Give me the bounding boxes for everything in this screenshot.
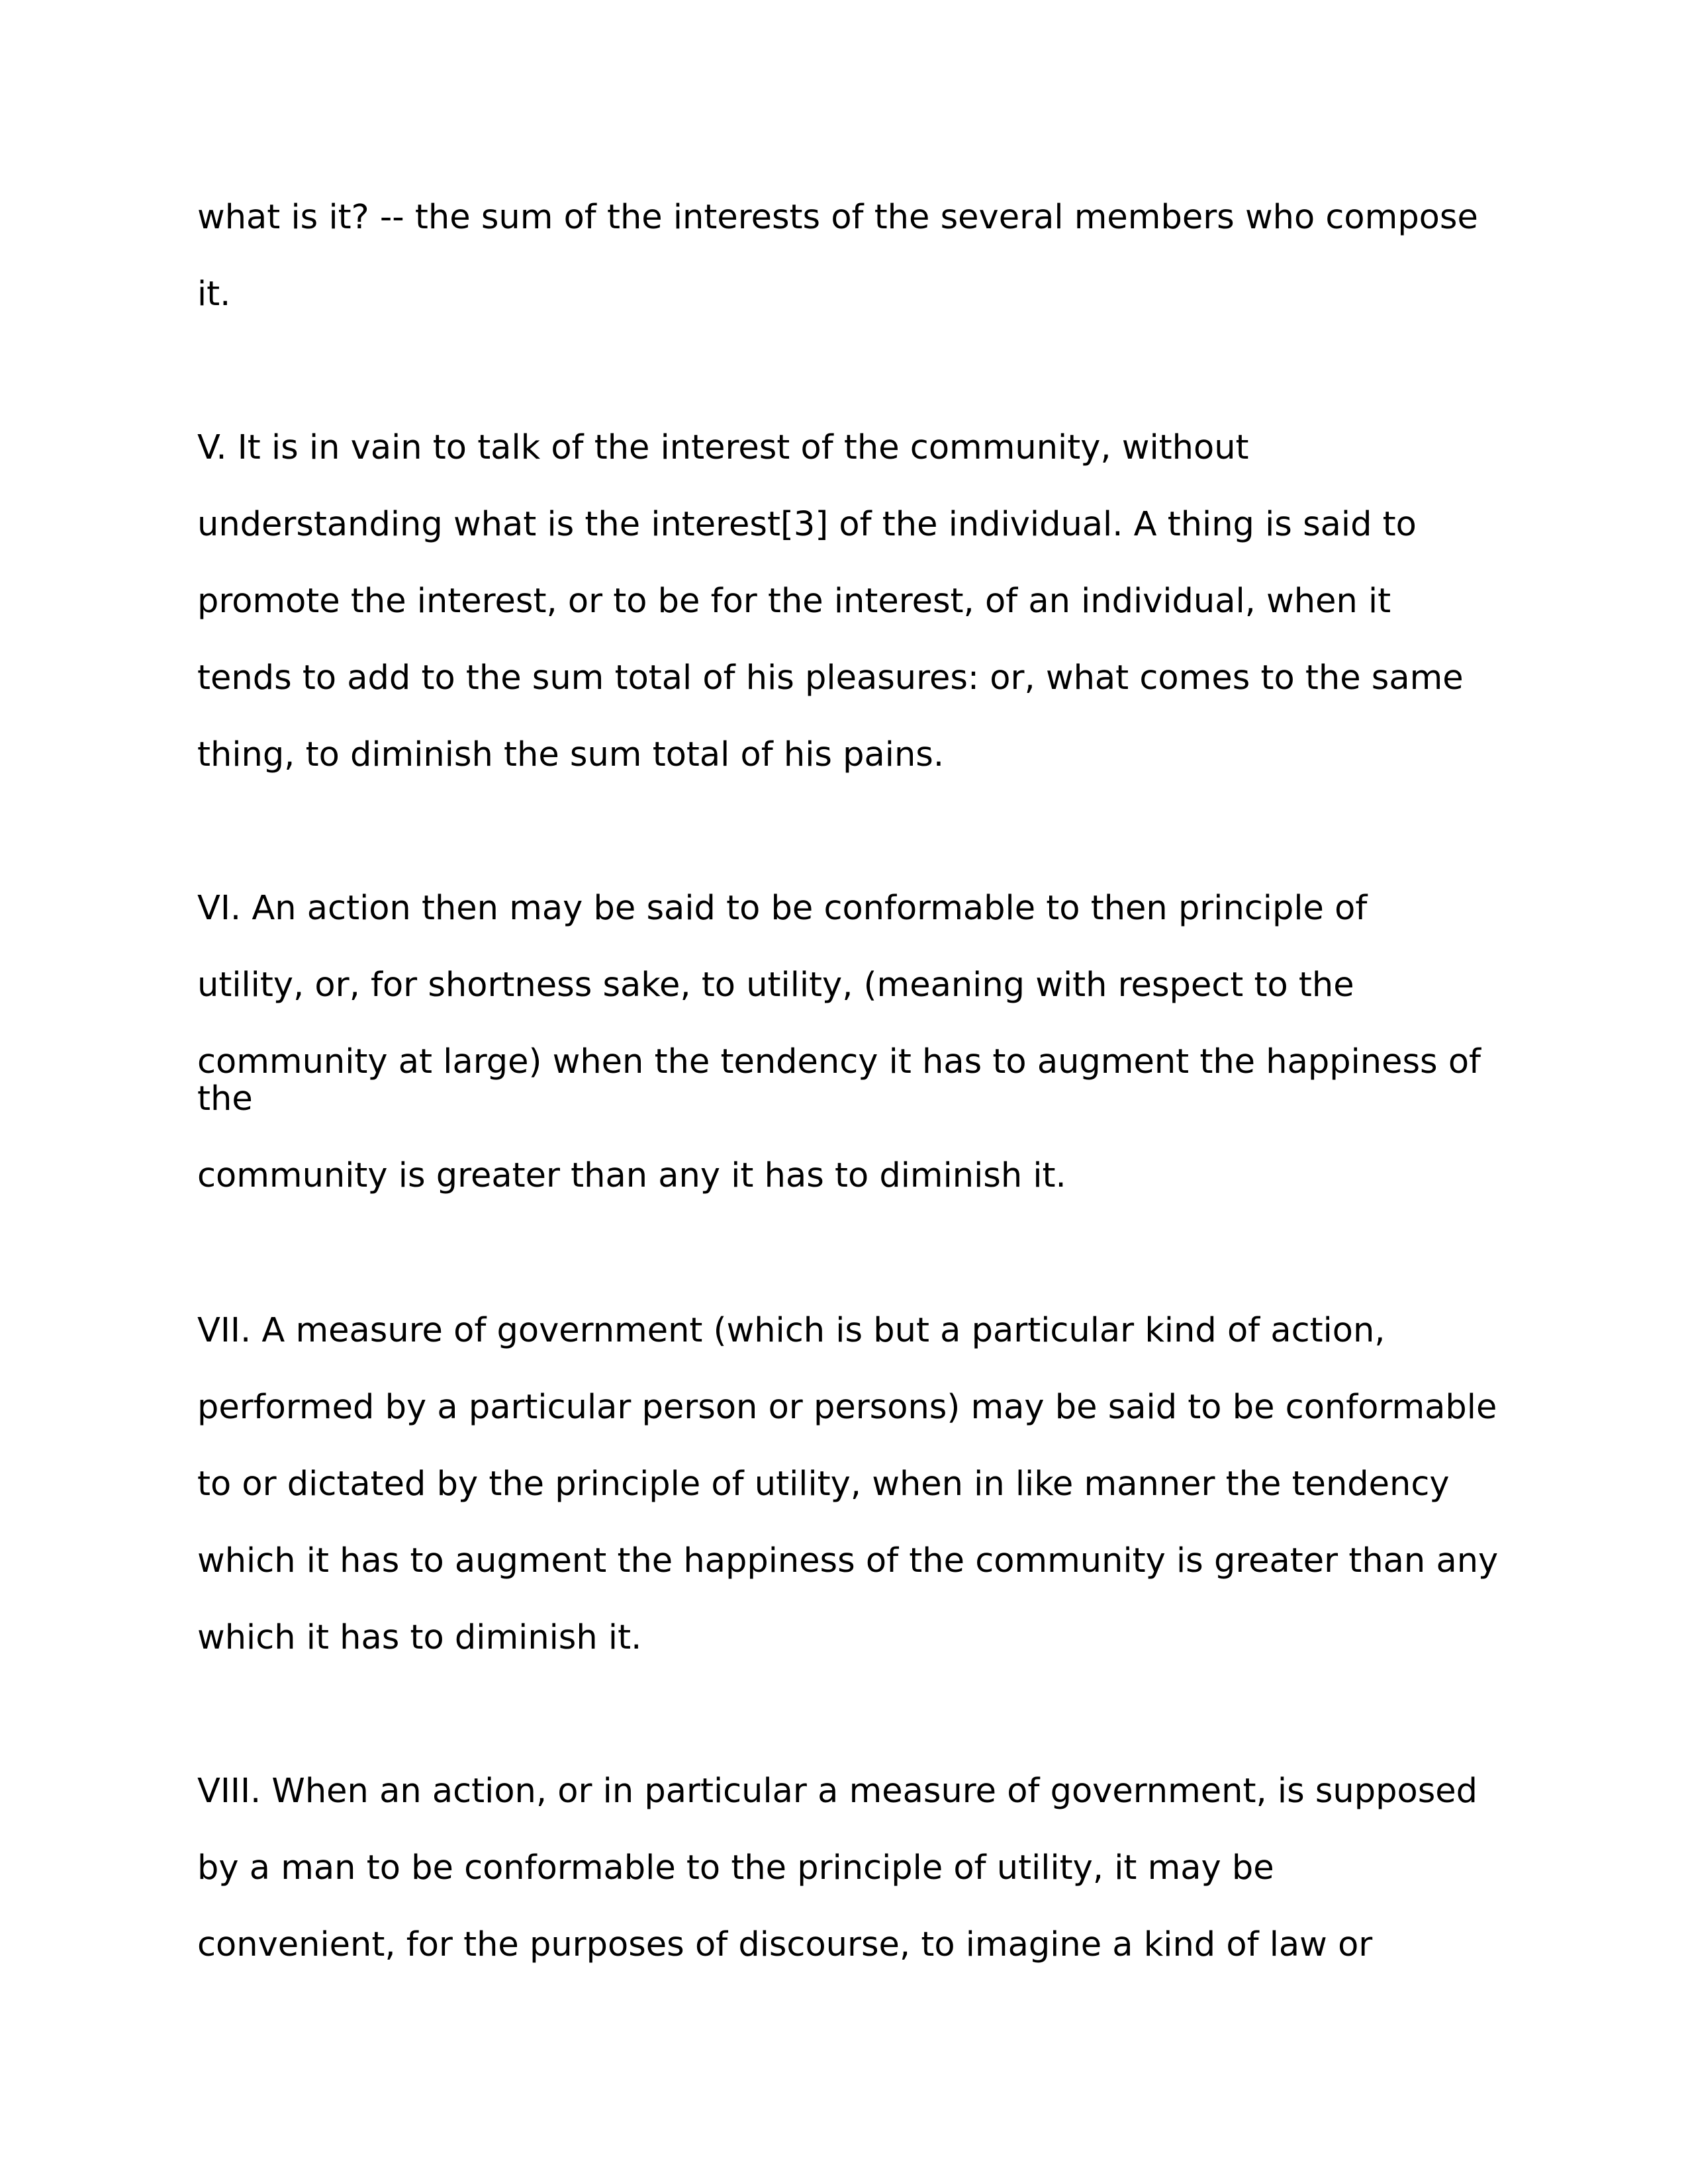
text-line: understanding what is the interest[3] of the individual. A thing is said to: [197, 505, 1417, 544]
text-line: community at large) when the tendency it has to augment the happiness of: [197, 1042, 1481, 1081]
text-line: what is it? -- the sum of the interests of the several members who compose: [197, 198, 1478, 237]
text-line: utility, or, for shortness sake, to utility, (meaning with respect to the: [197, 966, 1354, 1005]
text-line: community is greater than any it has to diminish it.: [197, 1156, 1066, 1195]
text-line: V. It is in vain to talk of the interest of the community, without: [197, 428, 1249, 467]
text-line: by a man to be conformable to the principle of utility, it may be: [197, 1848, 1274, 1888]
text-line: it.: [197, 275, 231, 314]
text-line: VI. An action then may be said to be conformable to then principle of: [197, 889, 1368, 928]
text-line: promote the interest, or to be for the interest, of an individual, when it: [197, 582, 1391, 621]
text-line: performed by a particular person or persons) may be said to be conformable: [197, 1388, 1497, 1427]
text-line: thing, to diminish the sum total of his pains.: [197, 735, 945, 774]
text-line: the: [197, 1079, 253, 1118]
text-line: VII. A measure of government (which is but a particular kind of action,: [197, 1311, 1385, 1350]
text-line: VIII. When an action, or in particular a measure of government, is supposed: [197, 1772, 1478, 1811]
text-line: convenient, for the purposes of discourse, to imagine a kind of law or: [197, 1925, 1373, 1964]
text-line: which it has to diminish it.: [197, 1618, 642, 1657]
text-line: to or dictated by the principle of utility, when in like manner the tendency: [197, 1465, 1450, 1504]
text-line: tends to add to the sum total of his pleasures: or, what comes to the same: [197, 659, 1464, 698]
text-line: which it has to augment the happiness of the community is greater than any: [197, 1541, 1499, 1580]
